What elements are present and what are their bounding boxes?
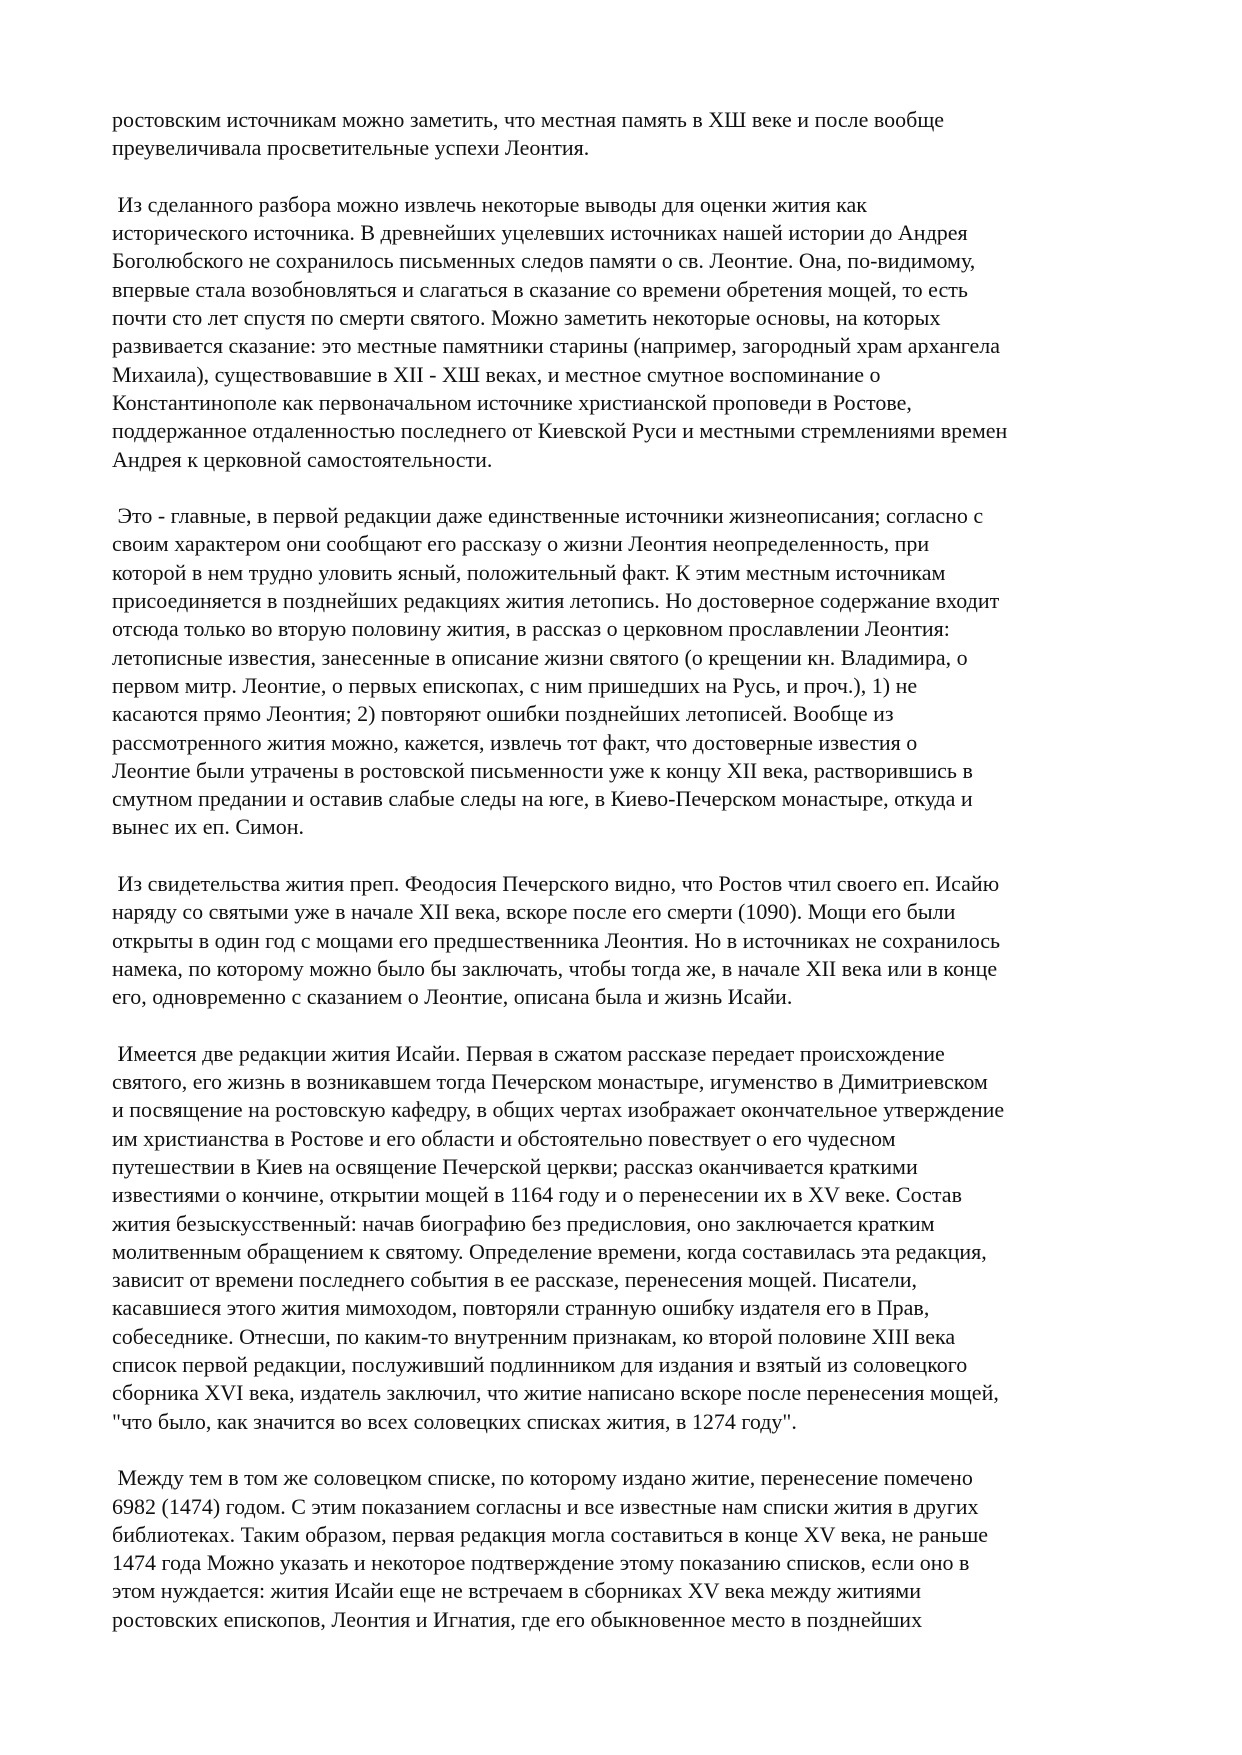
text-line: 6982 (1474) годом. С этим показанием согласны и все известные нам списки жития в других bbox=[112, 1493, 979, 1519]
text-line: развивается сказание: это местные памятники старины (например, загородный храм архангела bbox=[112, 333, 1000, 359]
text-line: впервые стала возобновляться и слагаться в сказание со времени обретения мощей, то есть bbox=[112, 276, 968, 302]
text-line: первом митр. Леонтие, о первых епископах, с ним пришедших на Русь, и проч.), 1) не bbox=[112, 672, 918, 698]
text-line: которой в нем трудно уловить ясный, положительный факт. К этим местным источникам bbox=[112, 559, 946, 585]
text-line: Между тем в том же соловецком списке, по которому издано житие, перенесение помечено bbox=[112, 1465, 973, 1491]
text-line: почти сто лет спустя по смерти святого. Можно заметить некоторые основы, на которых bbox=[112, 305, 941, 331]
text-line: список первой редакции, послуживший подлинником для издания и взятый из соловецкого bbox=[112, 1352, 968, 1378]
document-page bbox=[112, 106, 1142, 1634]
paragraph-5 bbox=[112, 1040, 1142, 1436]
text-line: поддержанное отдаленностью последнего от Киевской Руси и местными стремлениями времен bbox=[112, 418, 1008, 444]
paragraph-2 bbox=[112, 191, 1142, 474]
text-line: Михаила), существовавшие в XII - ХШ веках, и местное смутное воспоминание о bbox=[112, 361, 881, 387]
text-line: Андрея к церковной самостоятельности. bbox=[112, 446, 493, 472]
text-line: смутном предании и оставив слабые следы на юге, в Киево-Печерском монастыре, откуда и bbox=[112, 786, 973, 812]
text-line: собеседнике. Отнесши, по каким-то внутренним признакам, ко второй половине XIII века bbox=[112, 1323, 956, 1349]
text-line: святого, его жизнь в возникавшем тогда Печерском монастыре, игуменство в Димитриевском bbox=[112, 1069, 988, 1095]
text-line: намека, по которому можно было бы заключать, чтобы тогда же, в начале XII века или в конце bbox=[112, 955, 998, 981]
text-line: молитвенным обращением к святому. Определение времени, когда составилась эта редакция, bbox=[112, 1238, 987, 1264]
text-line: известиями о кончине, открытии мощей в 1164 году и о перенесении их в XV веке. Состав bbox=[112, 1182, 962, 1208]
text-line: своим характером они сообщают его рассказу о жизни Леонтия неопределенность, при bbox=[112, 531, 930, 557]
text-line: Это - главные, в первой редакции даже единственные источники жизнеописания; согласно с bbox=[112, 503, 984, 529]
paragraph-1 bbox=[112, 106, 1142, 163]
text-line: этом нуждается: жития Исайи еще не встречаем в сборниках XV века между житиями bbox=[112, 1578, 921, 1604]
text-line: библиотеках. Таким образом, первая редакция могла составиться в конце XV века, не раньше bbox=[112, 1521, 989, 1547]
text-line: сборника XVI века, издатель заключил, что житие написано вскоре после перенесения мощей, bbox=[112, 1380, 999, 1406]
text-line: Из сделанного разбора можно извлечь некоторые выводы для оценки жития как bbox=[112, 191, 867, 217]
text-line: преувеличивала просветительные успехи Леонтия. bbox=[112, 135, 590, 161]
text-line: вынес их еп. Симон. bbox=[112, 814, 304, 840]
text-line: исторического источника. В древнейших уцелевших источниках нашей истории до Андрея bbox=[112, 220, 968, 246]
text-line: Леонтие были утрачены в ростовской письменности уже к концу XII века, растворившись в bbox=[112, 757, 973, 783]
text-line: касавшиеся этого жития мимоходом, повторяли странную ошибку издателя его в Прав, bbox=[112, 1295, 930, 1321]
text-line: Из свидетельства жития преп. Феодосия Печерского видно, что Ростов чтил своего еп. Исайю bbox=[112, 871, 1000, 897]
text-line: 1474 года Можно указать и некоторое подтверждение этому показанию списков, если оно в bbox=[112, 1550, 970, 1576]
text-line: зависит от времени последнего события в ее рассказе, перенесения мощей. Писатели, bbox=[112, 1267, 918, 1293]
text-line: открыты в один год с мощами его предшественника Леонтия. Но в источниках не сохранилось bbox=[112, 927, 1001, 953]
paragraph-6 bbox=[112, 1464, 1142, 1634]
text-line: жития безыскусственный: начав биографию без предисловия, оно заключается кратким bbox=[112, 1210, 935, 1236]
text-line: рассмотренного жития можно, кажется, извлечь тот факт, что достоверные известия о bbox=[112, 729, 918, 755]
text-line: касаются прямо Леонтия; 2) повторяют ошибки позднейших летописей. Вообще из bbox=[112, 701, 894, 727]
text-line: присоединяется в позднейших редакциях жития летопись. Но достоверное содержание входит bbox=[112, 588, 1000, 614]
text-line: и посвящение на ростовскую кафедру, в общих чертах изображает окончательное утверждение bbox=[112, 1097, 1005, 1123]
paragraph-3 bbox=[112, 502, 1142, 842]
text-line: "что было, как значится во всех соловецких списках жития, в 1274 году". bbox=[112, 1408, 797, 1434]
text-line: отсюда только во вторую половину жития, в рассказ о церковном прославлении Леонтия: bbox=[112, 616, 950, 642]
text-line: Константинополе как первоначальном источнике христианской проповеди в Ростове, bbox=[112, 389, 912, 415]
text-line: летописные известия, занесенные в описание жизни святого (о крещении кн. Владимира, о bbox=[112, 644, 968, 670]
text-line: им христианства в Ростове и его области и обстоятельно повествует о его чудесном bbox=[112, 1125, 896, 1151]
text-line: Боголюбского не сохранилось письменных следов памяти о св. Леонтие. Она, по-видимому, bbox=[112, 248, 976, 274]
text-line: ростовских епископов, Леонтия и Игнатия, где его обыкновенное место в позднейших bbox=[112, 1606, 923, 1632]
text-line: путешествии в Киев на освящение Печерской церкви; рассказ оканчивается краткими bbox=[112, 1153, 918, 1179]
text-line: его, одновременно с сказанием о Леонтие, описана была и жизнь Исайи. bbox=[112, 984, 793, 1010]
text-line: Имеется две редакции жития Исайи. Первая в сжатом рассказе передает происхождение bbox=[112, 1040, 945, 1066]
text-line: ростовским источникам можно заметить, что местная память в ХШ веке и после вообще bbox=[112, 107, 945, 132]
paragraph-4 bbox=[112, 870, 1142, 1011]
text-line: наряду со святыми уже в начале XII века, вскоре после его смерти (1090). Мощи его были bbox=[112, 899, 956, 925]
